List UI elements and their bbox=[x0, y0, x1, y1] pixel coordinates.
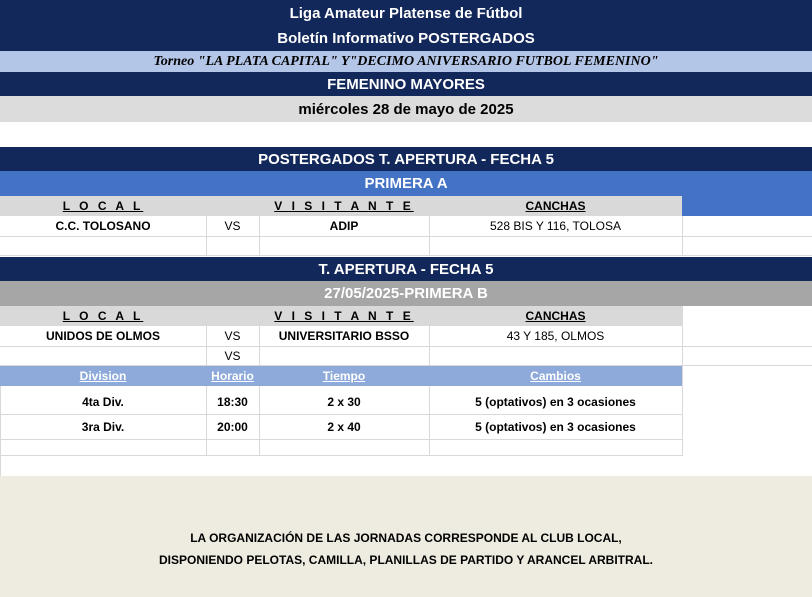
match-local: UNIDOS DE OLMOS bbox=[45, 329, 160, 343]
col-cancha-header: CANCHAS bbox=[429, 196, 682, 216]
sub-header-division: Division bbox=[0, 366, 206, 386]
section2-table bbox=[0, 306, 812, 476]
match-visit: ADIP bbox=[329, 219, 359, 233]
match-vs: VS bbox=[224, 329, 241, 343]
match-visit: UNIVERSITARIO BSSO bbox=[278, 329, 410, 343]
bulletin-title: Boletín Informativo POSTERGADOS bbox=[0, 26, 812, 51]
section2-division: 27/05/2025-PRIMERA B bbox=[0, 281, 812, 306]
col-local-header: L O C A L bbox=[0, 196, 206, 216]
col-visit-header: V I S I T A N T E bbox=[259, 196, 429, 216]
sub-header-horario: Horario bbox=[206, 366, 259, 386]
match-cancha: 43 Y 185, OLMOS bbox=[506, 329, 605, 343]
col-visit-header: V I S I T A N T E bbox=[259, 306, 429, 326]
bulletin-date: miércoles 28 de mayo de 2025 bbox=[0, 96, 812, 122]
section1-division: PRIMERA A bbox=[0, 171, 812, 196]
col-local-header: L O C A L bbox=[0, 306, 206, 326]
category-title: FEMENINO MAYORES bbox=[0, 72, 812, 96]
table-row-division: 4ta Div. bbox=[82, 395, 124, 409]
table-row-horario: 20:00 bbox=[217, 420, 248, 434]
note-line-2: DISPONIENDO PELOTAS, CAMILLA, PLANILLAS DE PARTIDO Y ARANCEL ARBITRAL. bbox=[158, 552, 653, 567]
col-vs-header bbox=[206, 196, 259, 216]
section2-title: T. APERTURA - FECHA 5 bbox=[0, 257, 812, 281]
section1-title: POSTERGADOS T. APERTURA - FECHA 5 bbox=[0, 147, 812, 171]
col-vs-header bbox=[206, 306, 259, 326]
table-row-horario: 18:30 bbox=[217, 395, 248, 409]
organization-note bbox=[0, 476, 812, 597]
match-local: C.C. TOLOSANO bbox=[55, 219, 151, 233]
league-title: Liga Amateur Platense de Fútbol bbox=[0, 0, 812, 26]
tournament-title: Torneo "LA PLATA CAPITAL" Y"DECIMO ANIVERSARIO FUTBOL FEMENINO" bbox=[0, 51, 812, 72]
match2-vs: VS bbox=[224, 349, 241, 363]
note-line-1: LA ORGANIZACIÓN DE LAS JORNADAS CORRESPONDE AL CLUB LOCAL, bbox=[190, 530, 622, 545]
sub-header-tiempo: Tiempo bbox=[259, 366, 429, 386]
col-cancha-header: CANCHAS bbox=[429, 306, 682, 326]
match-vs: VS bbox=[224, 219, 241, 233]
table-row-tiempo: 2 x 30 bbox=[327, 395, 361, 409]
table-row-cambios: 5 (optativos) en 3 ocasiones bbox=[475, 395, 636, 409]
table-row-division: 3ra Div. bbox=[81, 420, 125, 434]
match-cancha: 528 BIS Y 116, TOLOSA bbox=[490, 219, 621, 233]
table-row-tiempo: 2 x 40 bbox=[327, 420, 361, 434]
table-row-cambios: 5 (optativos) en 3 ocasiones bbox=[475, 420, 636, 434]
section1-table bbox=[0, 196, 812, 256]
sub-header-cambios: Cambios bbox=[429, 366, 682, 386]
